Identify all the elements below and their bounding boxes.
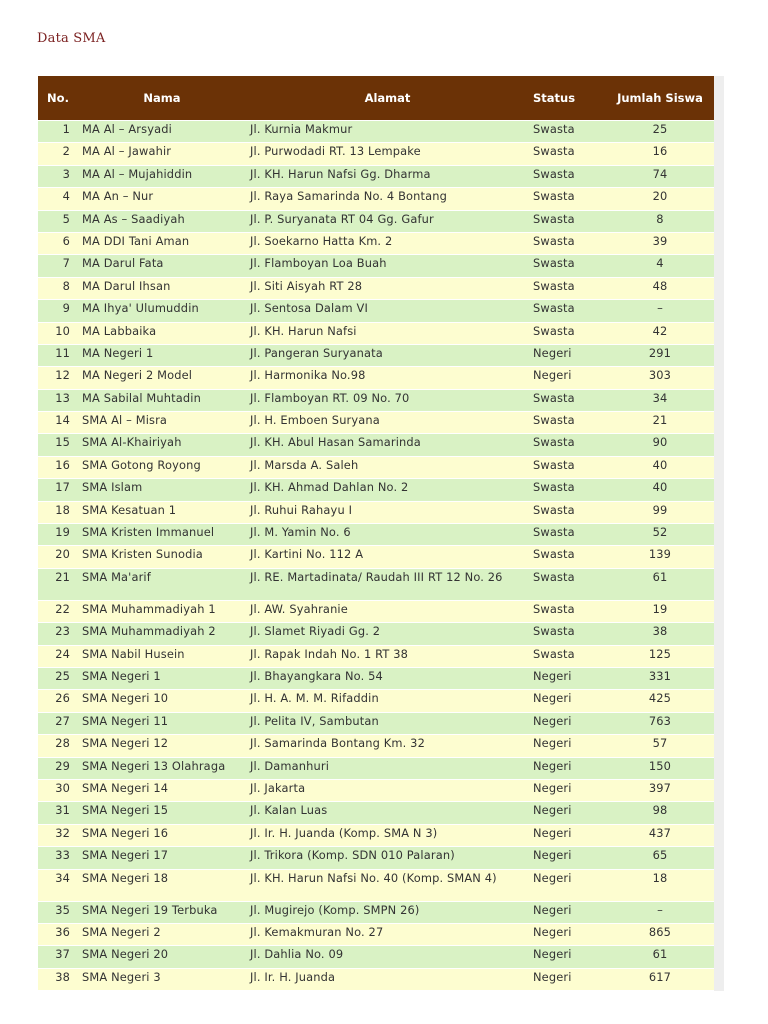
cell-no: 26 — [38, 690, 78, 712]
cell-no: 30 — [38, 779, 78, 801]
cell-alamat: Jl. Samarinda Bontang Km. 32 — [246, 735, 529, 757]
cell-jumlah-siswa: 21 — [606, 412, 714, 434]
cell-jumlah-siswa: 4 — [606, 255, 714, 277]
cell-no: 25 — [38, 667, 78, 689]
table-row — [38, 524, 714, 546]
cell-nama: MA Sabilal Muhtadin — [78, 389, 246, 411]
cell-jumlah-siswa: 98 — [606, 802, 714, 824]
cell-alamat: Jl. Harmonika No.98 — [246, 367, 529, 389]
table-row — [38, 344, 714, 366]
table-row — [38, 456, 714, 478]
cell-jumlah-siswa: 139 — [606, 546, 714, 568]
table-row — [38, 824, 714, 846]
cell-jumlah-siswa: 40 — [606, 456, 714, 478]
cell-jumlah-siswa: 57 — [606, 735, 714, 757]
cell-alamat: Jl. Bhayangkara No. 54 — [246, 667, 529, 689]
cell-status: Negeri — [529, 923, 606, 945]
table-row — [38, 968, 714, 990]
table-row — [38, 165, 714, 187]
cell-status: Swasta — [529, 623, 606, 645]
cell-nama: SMA Al – Misra — [78, 412, 246, 434]
cell-nama: SMA Kristen Immanuel — [78, 524, 246, 546]
cell-status: Negeri — [529, 779, 606, 801]
cell-status: Negeri — [529, 367, 606, 389]
cell-alamat: Jl. Trikora (Komp. SDN 010 Palaran) — [246, 847, 529, 869]
cell-status: Negeri — [529, 735, 606, 757]
cell-alamat: Jl. H. Emboen Suryana — [246, 412, 529, 434]
cell-no: 36 — [38, 923, 78, 945]
cell-nama: SMA Muhammadiyah 2 — [78, 623, 246, 645]
cell-nama: SMA Gotong Royong — [78, 456, 246, 478]
cell-no: 17 — [38, 479, 78, 501]
cell-nama: SMA Negeri 19 Terbuka — [78, 901, 246, 923]
cell-status: Swasta — [529, 121, 606, 143]
cell-alamat: Jl. KH. Harun Nafsi — [246, 322, 529, 344]
cell-nama: SMA Negeri 15 — [78, 802, 246, 824]
cell-no: 9 — [38, 300, 78, 322]
cell-nama: SMA Negeri 18 — [78, 869, 246, 901]
cell-nama: MA Ihya' Ulumuddin — [78, 300, 246, 322]
cell-nama: MA Al – Mujahiddin — [78, 165, 246, 187]
table-row — [38, 210, 714, 232]
table-row — [38, 623, 714, 645]
table-row — [38, 434, 714, 456]
cell-no: 23 — [38, 623, 78, 645]
cell-alamat: Jl. Raya Samarinda No. 4 Bontang — [246, 188, 529, 210]
cell-status: Swasta — [529, 434, 606, 456]
cell-no: 15 — [38, 434, 78, 456]
cell-alamat: Jl. KH. Harun Nafsi No. 40 (Komp. SMAN 4) — [246, 869, 529, 901]
cell-status: Negeri — [529, 824, 606, 846]
table-row — [38, 779, 714, 801]
cell-status: Negeri — [529, 712, 606, 734]
cell-status: Swasta — [529, 546, 606, 568]
cell-jumlah-siswa: 34 — [606, 389, 714, 411]
cell-no: 2 — [38, 143, 78, 165]
cell-jumlah-siswa: 617 — [606, 968, 714, 990]
table-row — [38, 501, 714, 523]
cell-alamat: Jl. Siti Aisyah RT 28 — [246, 277, 529, 299]
cell-nama: SMA Negeri 3 — [78, 968, 246, 990]
cell-jumlah-siswa: 40 — [606, 479, 714, 501]
cell-status: Swasta — [529, 479, 606, 501]
table-row — [38, 735, 714, 757]
cell-no: 34 — [38, 869, 78, 901]
cell-nama: SMA Kristen Sunodia — [78, 546, 246, 568]
cell-no: 38 — [38, 968, 78, 990]
cell-status: Negeri — [529, 690, 606, 712]
cell-status: Swasta — [529, 645, 606, 667]
cell-nama: SMA Al-Khairiyah — [78, 434, 246, 456]
table-row — [38, 645, 714, 667]
cell-alamat: Jl. Ir. H. Juanda (Komp. SMA N 3) — [246, 824, 529, 846]
cell-jumlah-siswa: 48 — [606, 277, 714, 299]
cell-jumlah-siswa: 39 — [606, 232, 714, 254]
table-row — [38, 412, 714, 434]
cell-nama: MA DDI Tani Aman — [78, 232, 246, 254]
cell-nama: SMA Negeri 1 — [78, 667, 246, 689]
cell-nama: SMA Negeri 20 — [78, 946, 246, 968]
cell-nama: SMA Negeri 17 — [78, 847, 246, 869]
cell-no: 21 — [38, 568, 78, 600]
cell-alamat: Jl. Sentosa Dalam VI — [246, 300, 529, 322]
cell-no: 10 — [38, 322, 78, 344]
cell-alamat: Jl. Mugirejo (Komp. SMPN 26) — [246, 901, 529, 923]
cell-status: Swasta — [529, 501, 606, 523]
table-row — [38, 568, 714, 600]
cell-jumlah-siswa: 303 — [606, 367, 714, 389]
cell-no: 16 — [38, 456, 78, 478]
cell-status: Negeri — [529, 901, 606, 923]
header-jumlah-siswa: Jumlah Siswa — [606, 76, 714, 121]
cell-alamat: Jl. P. Suryanata RT 04 Gg. Gafur — [246, 210, 529, 232]
table-row — [38, 188, 714, 210]
cell-status: Negeri — [529, 946, 606, 968]
cell-no: 20 — [38, 546, 78, 568]
cell-no: 28 — [38, 735, 78, 757]
table-row — [38, 143, 714, 165]
cell-jumlah-siswa: 61 — [606, 946, 714, 968]
cell-nama: MA Al – Arsyadi — [78, 121, 246, 143]
cell-no: 13 — [38, 389, 78, 411]
cell-status: Swasta — [529, 277, 606, 299]
cell-no: 3 — [38, 165, 78, 187]
cell-alamat: Jl. Pangeran Suryanata — [246, 344, 529, 366]
cell-nama: SMA Nabil Husein — [78, 645, 246, 667]
header-status: Status — [529, 76, 606, 121]
cell-status: Negeri — [529, 847, 606, 869]
cell-no: 12 — [38, 367, 78, 389]
table-row — [38, 690, 714, 712]
header-alamat: Alamat — [246, 76, 529, 121]
cell-nama: SMA Negeri 16 — [78, 824, 246, 846]
cell-jumlah-siswa: 437 — [606, 824, 714, 846]
cell-jumlah-siswa: 61 — [606, 568, 714, 600]
table-body — [38, 121, 714, 991]
cell-jumlah-siswa: 16 — [606, 143, 714, 165]
cell-alamat: Jl. KH. Abul Hasan Samarinda — [246, 434, 529, 456]
table-row — [38, 255, 714, 277]
cell-status: Swasta — [529, 188, 606, 210]
table-container — [38, 76, 724, 991]
cell-status: Swasta — [529, 456, 606, 478]
cell-jumlah-siswa: – — [606, 901, 714, 923]
cell-nama: MA As – Saadiyah — [78, 210, 246, 232]
cell-jumlah-siswa: 18 — [606, 869, 714, 901]
cell-alamat: Jl. KH. Ahmad Dahlan No. 2 — [246, 479, 529, 501]
table-row — [38, 600, 714, 622]
cell-no: 6 — [38, 232, 78, 254]
cell-jumlah-siswa: 38 — [606, 623, 714, 645]
cell-no: 4 — [38, 188, 78, 210]
cell-status: Swasta — [529, 255, 606, 277]
cell-alamat: Jl. Dahlia No. 09 — [246, 946, 529, 968]
cell-no: 7 — [38, 255, 78, 277]
cell-jumlah-siswa: 74 — [606, 165, 714, 187]
cell-jumlah-siswa: 865 — [606, 923, 714, 945]
cell-alamat: Jl. KH. Harun Nafsi Gg. Dharma — [246, 165, 529, 187]
table-row — [38, 712, 714, 734]
table-row — [38, 667, 714, 689]
cell-jumlah-siswa: 52 — [606, 524, 714, 546]
cell-nama: SMA Ma'arif — [78, 568, 246, 600]
cell-no: 24 — [38, 645, 78, 667]
cell-status: Swasta — [529, 165, 606, 187]
page-title: Data SMA — [37, 31, 106, 46]
cell-alamat: Jl. Jakarta — [246, 779, 529, 801]
table-row — [38, 232, 714, 254]
cell-no: 14 — [38, 412, 78, 434]
cell-alamat: Jl. Kalan Luas — [246, 802, 529, 824]
table-row — [38, 757, 714, 779]
table-row — [38, 847, 714, 869]
cell-no: 32 — [38, 824, 78, 846]
cell-status: Negeri — [529, 757, 606, 779]
table-row — [38, 923, 714, 945]
cell-nama: SMA Negeri 12 — [78, 735, 246, 757]
cell-nama: SMA Negeri 11 — [78, 712, 246, 734]
cell-alamat: Jl. H. A. M. M. Rifaddin — [246, 690, 529, 712]
cell-no: 33 — [38, 847, 78, 869]
cell-nama: SMA Negeri 14 — [78, 779, 246, 801]
cell-status: Negeri — [529, 667, 606, 689]
cell-nama: SMA Islam — [78, 479, 246, 501]
cell-alamat: Jl. Slamet Riyadi Gg. 2 — [246, 623, 529, 645]
cell-nama: SMA Muhammadiyah 1 — [78, 600, 246, 622]
cell-no: 11 — [38, 344, 78, 366]
cell-no: 18 — [38, 501, 78, 523]
table-row — [38, 389, 714, 411]
cell-no: 35 — [38, 901, 78, 923]
cell-no: 22 — [38, 600, 78, 622]
cell-jumlah-siswa: 65 — [606, 847, 714, 869]
cell-nama: SMA Negeri 13 Olahraga — [78, 757, 246, 779]
school-table — [38, 76, 714, 991]
cell-status: Swasta — [529, 524, 606, 546]
cell-status: Negeri — [529, 802, 606, 824]
cell-jumlah-siswa: – — [606, 300, 714, 322]
cell-alamat: Jl. Flamboyan RT. 09 No. 70 — [246, 389, 529, 411]
cell-alamat: Jl. Soekarno Hatta Km. 2 — [246, 232, 529, 254]
cell-status: Swasta — [529, 412, 606, 434]
cell-jumlah-siswa: 8 — [606, 210, 714, 232]
table-row — [38, 322, 714, 344]
cell-alamat: Jl. Kartini No. 112 A — [246, 546, 529, 568]
cell-nama: SMA Negeri 10 — [78, 690, 246, 712]
cell-nama: MA Labbaika — [78, 322, 246, 344]
cell-alamat: Jl. Purwodadi RT. 13 Lempake — [246, 143, 529, 165]
cell-status: Swasta — [529, 232, 606, 254]
cell-status: Swasta — [529, 300, 606, 322]
cell-jumlah-siswa: 20 — [606, 188, 714, 210]
table-row — [38, 946, 714, 968]
table-row — [38, 300, 714, 322]
cell-no: 27 — [38, 712, 78, 734]
cell-jumlah-siswa: 291 — [606, 344, 714, 366]
table-row — [38, 479, 714, 501]
cell-status: Swasta — [529, 210, 606, 232]
cell-alamat: Jl. Rapak Indah No. 1 RT 38 — [246, 645, 529, 667]
cell-nama: MA An – Nur — [78, 188, 246, 210]
cell-nama: MA Al – Jawahir — [78, 143, 246, 165]
cell-alamat: Jl. RE. Martadinata/ Raudah III RT 12 No. 26 — [246, 568, 529, 600]
cell-jumlah-siswa: 25 — [606, 121, 714, 143]
cell-status: Swasta — [529, 600, 606, 622]
cell-no: 1 — [38, 121, 78, 143]
table-row — [38, 546, 714, 568]
cell-nama: MA Negeri 2 Model — [78, 367, 246, 389]
cell-no: 5 — [38, 210, 78, 232]
cell-alamat: Jl. Flamboyan Loa Buah — [246, 255, 529, 277]
cell-status: Swasta — [529, 322, 606, 344]
cell-alamat: Jl. M. Yamin No. 6 — [246, 524, 529, 546]
cell-nama: SMA Negeri 2 — [78, 923, 246, 945]
cell-alamat: Jl. Ir. H. Juanda — [246, 968, 529, 990]
cell-status: Negeri — [529, 344, 606, 366]
table-header-row — [38, 76, 714, 121]
cell-alamat: Jl. Pelita IV, Sambutan — [246, 712, 529, 734]
cell-nama: MA Darul Ihsan — [78, 277, 246, 299]
cell-jumlah-siswa: 125 — [606, 645, 714, 667]
cell-alamat: Jl. Kemakmuran No. 27 — [246, 923, 529, 945]
table-row — [38, 367, 714, 389]
cell-no: 31 — [38, 802, 78, 824]
cell-no: 19 — [38, 524, 78, 546]
header-nama: Nama — [78, 76, 246, 121]
table-row — [38, 802, 714, 824]
cell-jumlah-siswa: 42 — [606, 322, 714, 344]
cell-alamat: Jl. Damanhuri — [246, 757, 529, 779]
cell-jumlah-siswa: 397 — [606, 779, 714, 801]
cell-no: 8 — [38, 277, 78, 299]
cell-status: Negeri — [529, 869, 606, 901]
header-no: No. — [38, 76, 78, 121]
table-row — [38, 121, 714, 143]
cell-alamat: Jl. AW. Syahranie — [246, 600, 529, 622]
cell-status: Negeri — [529, 968, 606, 990]
table-row — [38, 277, 714, 299]
cell-status: Swasta — [529, 568, 606, 600]
cell-jumlah-siswa: 19 — [606, 600, 714, 622]
cell-nama: SMA Kesatuan 1 — [78, 501, 246, 523]
table-row — [38, 901, 714, 923]
cell-no: 37 — [38, 946, 78, 968]
table-row — [38, 869, 714, 901]
cell-jumlah-siswa: 90 — [606, 434, 714, 456]
cell-status: Swasta — [529, 389, 606, 411]
cell-jumlah-siswa: 331 — [606, 667, 714, 689]
cell-jumlah-siswa: 425 — [606, 690, 714, 712]
cell-nama: MA Negeri 1 — [78, 344, 246, 366]
cell-nama: MA Darul Fata — [78, 255, 246, 277]
cell-jumlah-siswa: 150 — [606, 757, 714, 779]
cell-status: Swasta — [529, 143, 606, 165]
cell-alamat: Jl. Marsda A. Saleh — [246, 456, 529, 478]
cell-jumlah-siswa: 99 — [606, 501, 714, 523]
cell-no: 29 — [38, 757, 78, 779]
cell-alamat: Jl. Kurnia Makmur — [246, 121, 529, 143]
cell-alamat: Jl. Ruhui Rahayu I — [246, 501, 529, 523]
cell-jumlah-siswa: 763 — [606, 712, 714, 734]
